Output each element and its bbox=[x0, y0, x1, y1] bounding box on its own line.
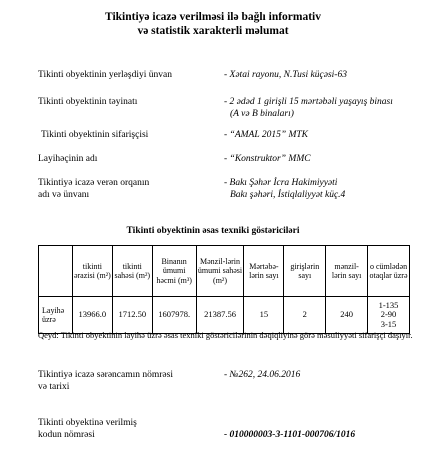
row-label: Layihə üzrə bbox=[39, 297, 73, 334]
purpose-value-line-2: (A və B binaları) bbox=[230, 108, 294, 119]
purpose-value-line-1: - 2 ədəd 1 girişli 15 mərtəbəli yaşayış binası bbox=[224, 97, 393, 107]
designer-label: Layihəçinin adı bbox=[38, 154, 98, 164]
header-building-area: tikinti sahəsi (m²) bbox=[112, 246, 152, 297]
purpose-value bbox=[224, 97, 424, 120]
code-label bbox=[38, 418, 218, 441]
cell-apartment-area: 21387.56 bbox=[196, 297, 244, 334]
customer-value: - “AMAL 2015” MTK bbox=[224, 130, 309, 140]
cell-entrances: 2 bbox=[284, 297, 326, 334]
rooms-2: 2-90 bbox=[380, 309, 397, 320]
cell-volume: 1607978. bbox=[152, 297, 196, 334]
address-label: Tikinti obyektinin yerləşdiyi ünvan bbox=[38, 70, 172, 80]
title-line-2: və statistik xarakterli məlumat bbox=[137, 25, 289, 37]
designer-value: - “Konstruktor” MMC bbox=[224, 154, 311, 164]
code-label-line-1: Tikinti obyektinə verilmiş bbox=[38, 418, 137, 428]
issuer-value-line-2: Bakı şəhəri, İstiqlaliyyət küç.4 bbox=[230, 189, 346, 200]
header-blank bbox=[39, 246, 73, 297]
issuer-label bbox=[38, 178, 218, 201]
tech-table bbox=[38, 245, 410, 334]
header-rooms: o cümlədən otaqlar üzrə bbox=[368, 246, 410, 297]
purpose-label: Tikinti obyektinin təyinatı bbox=[38, 97, 138, 107]
header-volume: Binanın ümumi həcmi (m³) bbox=[152, 246, 196, 297]
cell-building-area: 1712.50 bbox=[112, 297, 152, 334]
order-label-line-1: Tikintiyə icazə sərəncamın nömrəsi bbox=[38, 370, 173, 380]
rooms-3: 3-15 bbox=[380, 318, 397, 329]
header-site-area: tikinti ərazisi (m²) bbox=[72, 246, 112, 297]
note-text: Qeyd: Tikinti obyektinin layihə üzrə əsas texniki göstəricilərinin dəqiqliyinə görə məsuliyyəti sifarişçi daşıyır. bbox=[38, 330, 413, 340]
order-value: - №262, 24.06.2016 bbox=[224, 370, 301, 380]
table-row bbox=[39, 297, 410, 334]
cell-floors: 15 bbox=[244, 297, 284, 334]
tech-header-row bbox=[39, 246, 410, 297]
rooms-1: 1-135 bbox=[378, 299, 399, 310]
cell-site-area: 13966.0 bbox=[72, 297, 112, 334]
issuer-value bbox=[224, 178, 424, 201]
code-value: - 010000003-3-1101-000706/1016 bbox=[224, 429, 356, 440]
issuer-value-line-1: - Bakı Şəhər İcra Hakimiyyəti bbox=[224, 178, 338, 188]
code-label-line-2: kodun nömrəsi bbox=[38, 429, 95, 440]
title-line-1: Tikintiyə icazə verilməsi ilə bağlı informativ bbox=[104, 11, 322, 23]
issuer-label-line-1: Tikintiyə icazə verən orqanın bbox=[38, 178, 150, 188]
header-floors: Mərtəbə-lərin sayı bbox=[244, 246, 284, 297]
tech-heading: Tikinti obyektinin əsas texniki göstəriciləri bbox=[126, 226, 300, 236]
cell-apartments: 240 bbox=[326, 297, 368, 334]
header-apartment-area: Mənzil-lərin ümumi sahəsi (m²) bbox=[196, 246, 244, 297]
cell-rooms bbox=[368, 297, 410, 334]
order-label-line-2: və tarixi bbox=[38, 381, 70, 392]
address-value: - Xətai rayonu, N.Tusi küçəsi-63 bbox=[224, 70, 347, 80]
header-entrances: girişlərin sayı bbox=[284, 246, 326, 297]
document-title bbox=[0, 10, 426, 38]
customer-label: Tikinti obyektinin sifarişçisi bbox=[41, 130, 149, 140]
order-label bbox=[38, 370, 228, 393]
issuer-label-line-2: adı və ünvanı bbox=[38, 189, 90, 200]
header-apartments: mənzil-lərin sayı bbox=[326, 246, 368, 297]
